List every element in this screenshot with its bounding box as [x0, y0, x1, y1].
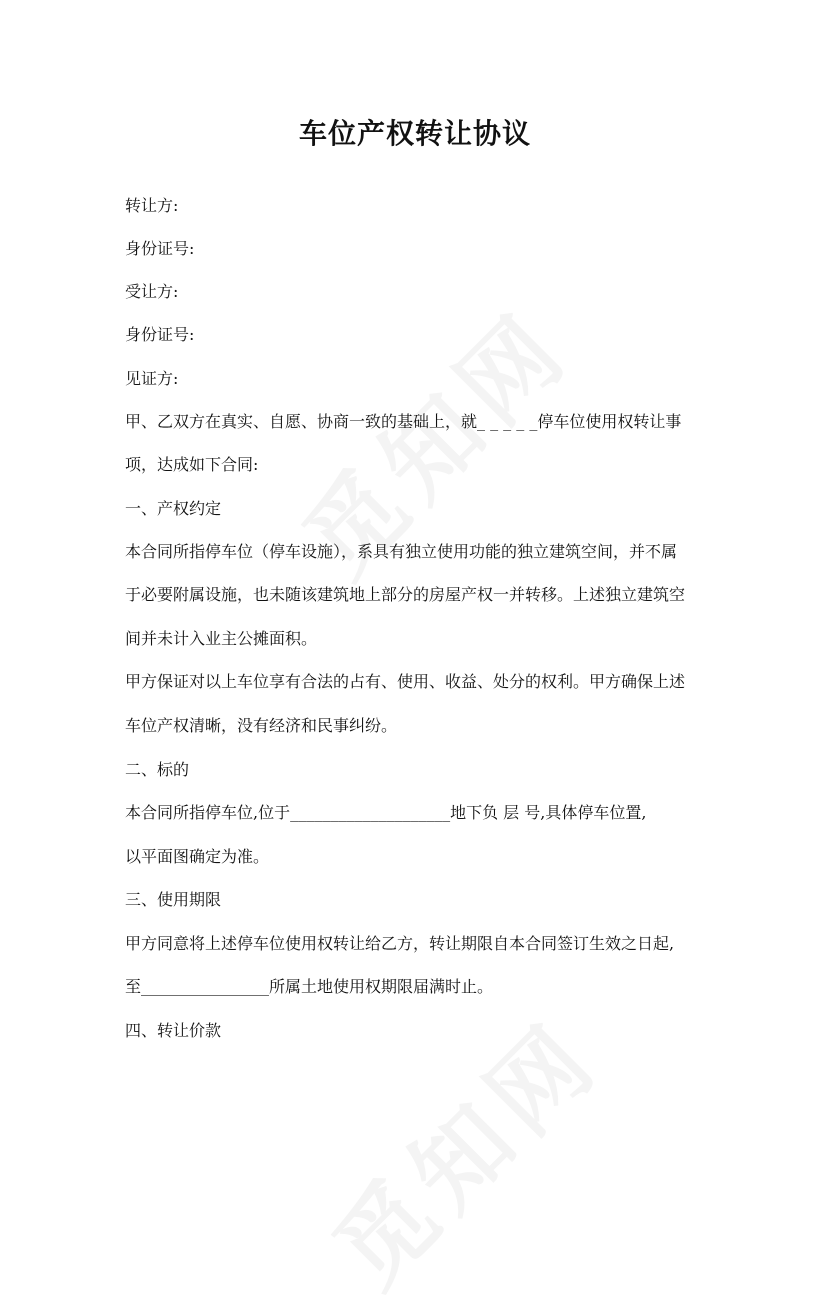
section-2-heading: 二、标的 — [125, 760, 190, 779]
transferee-id-label: 身份证号: — [125, 325, 195, 344]
section-3-heading: 三、使用期限 — [125, 890, 222, 909]
section-1-paragraph-1-line-2: 于必要附属设施，也未随该建筑地上部分的房屋产权一并转移。上述独立建筑空 — [125, 585, 686, 604]
transferor-label: 转让方: — [125, 196, 179, 215]
section-3-paragraph-line-1: 甲方同意将上述停车位使用权转让给乙方，转让期限自本合同签订生效之日起, — [125, 934, 675, 953]
section-1-paragraph-1-line-1: 本合同所指停车位（停车设施），系具有独立使用功能的独立建筑空间，并不属 — [125, 542, 678, 561]
section-2-paragraph-line-2: 以平面图确定为准。 — [125, 847, 270, 866]
transferor-id-label: 身份证号: — [125, 239, 195, 258]
transferee-label: 受让方: — [125, 282, 179, 301]
preamble-line-1: 甲、乙双方在真实、自愿、协商一致的基础上，就_ _ _ _ _停车位使用权转让事 — [125, 412, 682, 431]
section-1-paragraph-2-line-2: 车位产权清晰，没有经济和民事纠纷。 — [125, 716, 398, 735]
section-1-paragraph-2-line-1: 甲方保证对以上车位享有合法的占有、使用、收益、处分的权利。甲方确保上述 — [125, 672, 686, 691]
witness-label: 见证方: — [125, 369, 179, 388]
section-2-paragraph-line-1: 本合同所指停车位,位于____________________地下负 层 号,具体停车位置, — [125, 803, 647, 822]
section-1-heading: 一、产权约定 — [125, 499, 222, 518]
preamble-line-2: 项，达成如下合同: — [125, 455, 259, 474]
section-4-heading: 四、转让价款 — [125, 1021, 222, 1040]
section-1-paragraph-1-line-3: 间并未计入业主公摊面积。 — [125, 629, 318, 648]
section-3-paragraph-line-2: 至________________所属土地使用权期限届满时止。 — [125, 977, 494, 996]
document-title: 车位产权转让协议 — [298, 117, 531, 150]
